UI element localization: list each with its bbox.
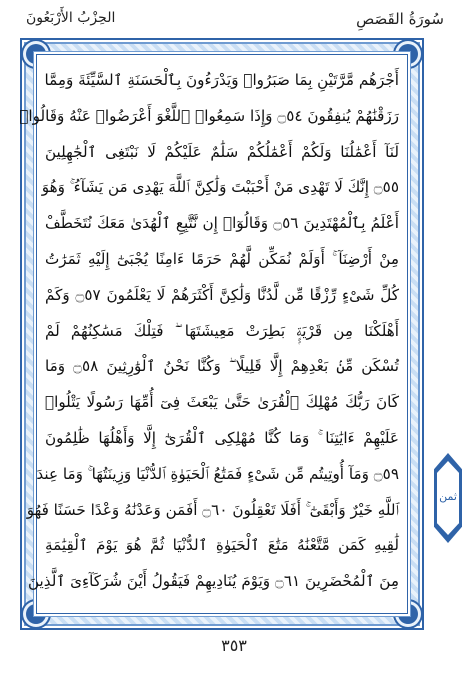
text-line: ۝٥٥ إِنَّكَ لَا تَهْدِى مَنْ أَحْبَبْتَ وَلَٰكِنَّ ٱللَّهَ يَهْدِى مَن يَشَآءُ ۚ وَهُوَ	[41, 178, 399, 197]
juz-label: الحِزْبُ الأَرْبَعُونَ	[26, 10, 116, 26]
text-line: كُلِّ شَىْءٍ رِّزْقًا مِّن لَّدُنَّا وَلَٰكِنَّ أَكْثَرَهُمْ لَا يَعْلَمُونَ ۝٥٧ وَكَمْ	[45, 285, 399, 304]
text-line: كَانَ رَبُّكَ مُهْلِكَ ٱلْقُرَىٰ حَتَّىٰ يَبْعَثَ فِىٓ أُمِّهَا رَسُولًا يَتْلُوا۟	[45, 393, 399, 412]
text-line: ٱللَّهِ خَيْرٌ وَأَبْقَىٰٓ ۚ أَفَلَا تَعْقِلُونَ ۝٦٠ أَفَمَن وَعَدْنَٰهُ وَعْدًا حَسَنًا فَهُوَ	[26, 500, 399, 519]
quran-text-area	[19, 54, 408, 614]
decorative-frame	[20, 38, 424, 630]
page-number: ٣٥٣	[221, 636, 247, 655]
text-line: أَعْلَمُ بِٱلْمُهْتَدِينَ ۝٥٦ وَقَالُوٓا۟ إِن نَّتَّبِعِ ٱلْهُدَىٰ مَعَكَ نُتَخَطَّفْ	[45, 214, 399, 233]
thumun-marker	[434, 453, 462, 543]
text-line: أَجْرَهُم مَّرَّتَيْنِ بِمَا صَبَرُوا۟ وَيَدْرَءُونَ بِٱلْحَسَنَةِ ٱلسَّيِّئَةَ وَمِمَّا	[44, 71, 399, 89]
text-line: مِنْ أَرْضِنَآ ۚ أَوَلَمْ نُمَكِّن لَّهُمْ حَرَمًا ءَامِنًا يُجْبَىٰٓ إِلَيْهِ ثَمَرَٰتُ	[45, 249, 399, 268]
text-line: ۝٥٩ وَمَآ أُوتِيتُم مِّن شَىْءٍ فَمَتَٰعُ ٱلْحَيَوٰةِ ٱلدُّنْيَا وَزِينَتُهَا ۚ وَمَا عِندَ	[36, 464, 399, 483]
text-line: لَنَآ أَعْمَٰلُنَا وَلَكُمْ أَعْمَٰلُكُمْ سَلَٰمٌ عَلَيْكُمْ لَا نَبْتَغِى ٱلْجَٰهِلِينَ	[45, 142, 399, 161]
page-header	[0, 0, 468, 40]
text-line: تُسْكَن مِّنۢ بَعْدِهِمْ إِلَّا قَلِيلًا ۖ وَكُنَّا نَحْنُ ٱلْوَٰرِثِينَ ۝٥٨ وَمَا	[45, 357, 399, 376]
text-line: عَلَيْهِمْ ءَايَٰتِنَا ۚ وَمَا كُنَّا مُهْلِكِى ٱلْقُرَىٰٓ إِلَّا وَأَهْلُهَا ظَٰلِمُونَ	[45, 428, 399, 447]
text-line: أَهْلَكْنَا مِن قَرْيَةٍۭ بَطِرَتْ مَعِيشَتَهَا ۖ فَتِلْكَ مَسَٰكِنُهُمْ لَمْ	[45, 321, 399, 340]
text-line: مِنَ ٱلْمُحْضَرِينَ ۝٦١ وَيَوْمَ يُنَادِيهِمْ فَيَقُولُ أَيْنَ شُرَكَآءِىَ ٱلَّذِينَ	[27, 572, 399, 591]
thumun-label: ثمن	[439, 490, 457, 503]
text-line: رَزَقْنَٰهُمْ يُنفِقُونَ ۝٥٤ وَإِذَا سَمِعُوا۟ ٱللَّغْوَ أَعْرَضُوا۟ عَنْهُ وَقَالُوا۟	[19, 106, 399, 125]
surah-name: سُورَةُ القَصَصِ	[356, 10, 444, 28]
text-line: لَٰقِيهِ كَمَن مَّتَّعْنَٰهُ مَتَٰعَ ٱلْحَيَوٰةِ ٱلدُّنْيَا ثُمَّ هُوَ يَوْمَ ٱلْقِيَٰمَةِ	[45, 536, 399, 555]
